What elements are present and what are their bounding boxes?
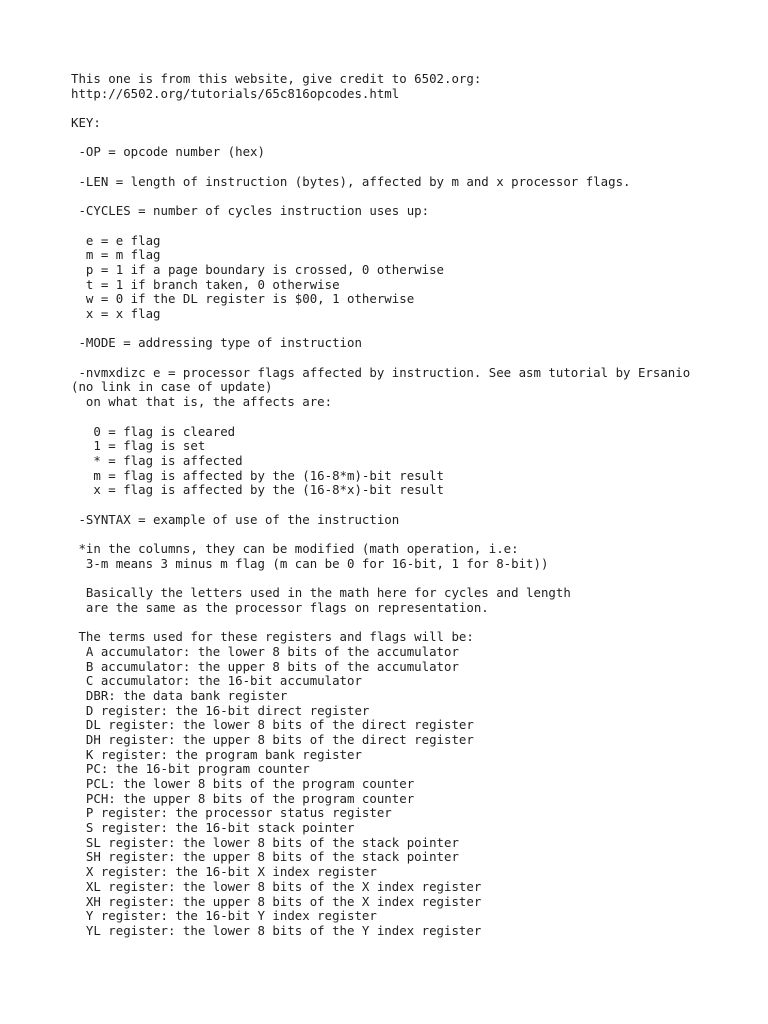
text-line: -SYNTAX = example of use of the instruction — [71, 511, 400, 527]
text-line: http://6502.org/tutorials/65c816opcodes.html — [71, 85, 400, 101]
text-line: DBR: the data bank register — [71, 687, 288, 703]
text-line: Y register: the 16-bit Y index register — [71, 908, 377, 924]
blank-line — [71, 498, 768, 513]
text-line: -MODE = addressing type of instruction — [71, 335, 362, 351]
blank-line — [71, 322, 768, 337]
blank-line — [71, 615, 768, 630]
text-line: SH register: the upper 8 bits of the stack pointer — [71, 849, 459, 865]
text-line: m = flag is affected by the (16-8*m)-bit result — [71, 467, 444, 483]
text-line: are the same as the processor flags on representation. — [71, 599, 489, 615]
text-line: DH register: the upper 8 bits of the direct register — [71, 731, 474, 747]
text-line: * = flag is affected — [71, 452, 243, 468]
text-line: XL register: the lower 8 bits of the X index register — [71, 878, 482, 894]
text-line: t = 1 if branch taken, 0 otherwise — [71, 276, 340, 292]
text-line: x = flag is affected by the (16-8*x)-bit result — [71, 482, 444, 498]
text-line: PCL: the lower 8 bits of the program counter — [71, 776, 415, 791]
text-line: e = e flag — [71, 232, 161, 248]
text-line: -OP = opcode number (hex) — [71, 144, 265, 160]
text-line: C accumulator: the 16-bit accumulator — [71, 673, 362, 689]
text-line: x = x flag — [71, 306, 161, 321]
text-line: -CYCLES = number of cycles instruction uses up: — [71, 203, 430, 219]
text-line: X register: the 16-bit X index register — [71, 864, 377, 880]
text-line: KEY: — [71, 115, 101, 131]
blank-line — [71, 571, 768, 586]
text-line: -LEN = length of instruction (bytes), affected by m and x processor flags. — [71, 173, 631, 189]
text-line: The terms used for these registers and flags will be: — [71, 629, 474, 645]
blank-line — [71, 160, 768, 175]
text-line: B accumulator: the upper 8 bits of the accumulator — [71, 658, 459, 674]
blank-line — [71, 410, 768, 425]
blank-line — [71, 219, 768, 234]
blank-line — [71, 190, 768, 205]
text-line: A accumulator: the lower 8 bits of the accumulator — [71, 643, 459, 659]
text-line: Basically the letters used in the math here for cycles and length — [71, 585, 571, 601]
text-line: *in the columns, they can be modified (math operation, i.e: — [71, 541, 519, 556]
text-line: w = 0 if the DL register is $00, 1 otherwise — [71, 291, 415, 307]
text-line: K register: the program bank register — [71, 746, 362, 762]
text-line: This one is from this website, give credit to 6502.org: — [71, 71, 482, 86]
text-line: SL register: the lower 8 bits of the stack pointer — [71, 834, 459, 850]
blank-line — [71, 131, 768, 146]
text-line: on what that is, the affects are: — [71, 394, 333, 410]
blank-line — [71, 351, 768, 366]
text-line: 0 = flag is cleared — [71, 423, 236, 439]
blank-line — [71, 527, 768, 542]
text-line: D register: the 16-bit direct register — [71, 702, 370, 718]
text-line: (no link in case of update) — [71, 379, 273, 395]
document-page — [71, 72, 768, 939]
text-line: P register: the processor status register — [71, 805, 392, 821]
text-line: DL register: the lower 8 bits of the direct register — [71, 717, 474, 733]
text-line: m = m flag — [71, 247, 161, 263]
text-line: XH register: the upper 8 bits of the X index register — [71, 893, 482, 909]
text-line: S register: the 16-bit stack pointer — [71, 820, 355, 836]
text-line: YL register: the lower 8 bits of the Y index register — [71, 922, 482, 938]
text-line: 3-m means 3 minus m flag (m can be 0 for 16-bit, 1 for 8-bit)) — [71, 555, 549, 571]
text-line: 1 = flag is set — [71, 438, 206, 454]
text-line: PCH: the upper 8 bits of the program counter — [71, 790, 415, 806]
text-line: -nvmxdizc e = processor flags affected by instruction. See asm tutorial by Ersanio — [71, 364, 691, 380]
text-line: p = 1 if a page boundary is crossed, 0 otherwise — [71, 261, 444, 277]
blank-line — [71, 101, 768, 116]
text-line: PC: the 16-bit program counter — [71, 761, 310, 777]
